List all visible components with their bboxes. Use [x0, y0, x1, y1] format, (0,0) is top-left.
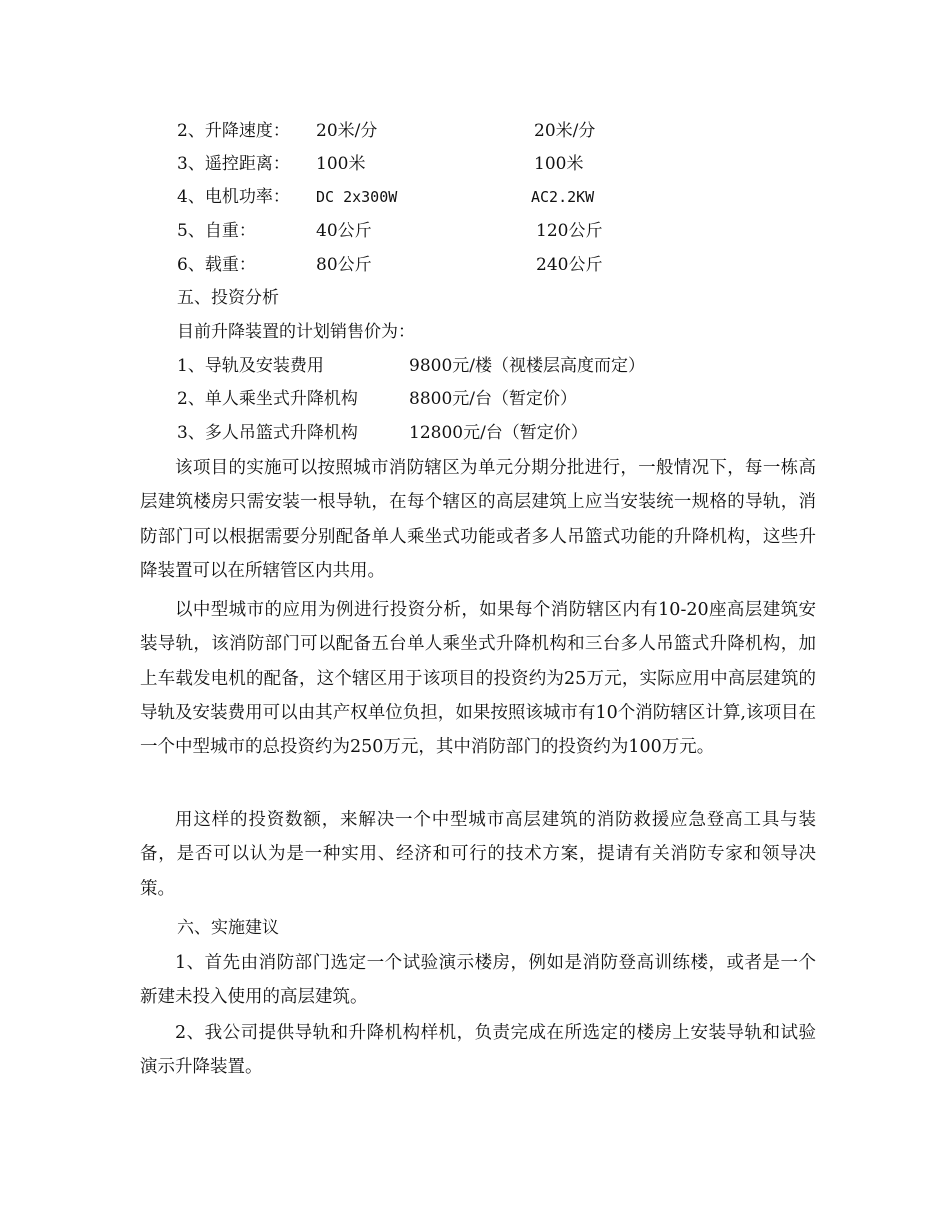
- spec-value-2: 240公斤: [536, 255, 603, 275]
- paragraph-suggestion-2: 2、我公司提供导轨和升降机构样机，负责完成在所选定的楼房上安装导轨和试验演示升降装置。: [140, 1023, 816, 1078]
- spec-value-1: 20米/分: [316, 121, 378, 141]
- price-value: 8800元/台（暂定价）: [409, 389, 577, 409]
- spec-value-1: DC 2x300W: [316, 188, 398, 206]
- paragraph-implementation-plan: 该项目的实施可以按照城市消防辖区为单元分期分批进行，一般情况下，每一栋高层建筑楼房只需安装一根导轨，在每个辖区的高层建筑上应当安装统一规格的导轨，消防部门可以根据需要分别配备单人乘坐式功能或者多人吊篮式功能的升降机构，这些升降装置可以在所辖管区内共用。: [140, 458, 816, 581]
- spec-value-1: 80公斤: [316, 255, 372, 275]
- spec-label: 5、自重：: [177, 221, 256, 241]
- spec-value-2: 100米: [534, 154, 584, 174]
- paragraph-decision-request: 用这样的投资数额，来解决一个中型城市高层建筑的消防救援应急登高工具与装备，是否可以认为是一种实用、经济和可行的技术方案，提请有关消防专家和领导决策。: [140, 810, 816, 899]
- section-heading-investment: 五、投资分析: [177, 288, 279, 308]
- paragraph-suggestion-1: 1、首先由消防部门选定一个试验演示楼房，例如是消防登高训练楼，或者是一个新建未投入使用的高层建筑。: [140, 953, 816, 1008]
- spec-value-1: 100米: [316, 154, 366, 174]
- spec-label: 6、载重：: [177, 255, 256, 275]
- price-item: 2、单人乘坐式升降机构: [177, 389, 358, 409]
- price-intro: 目前升降装置的计划销售价为：: [177, 322, 415, 342]
- price-value: 9800元/楼（视楼层高度而定）: [409, 356, 645, 376]
- spec-label: 3、遥控距离：: [177, 154, 290, 174]
- section-heading-implementation: 六、实施建议: [177, 918, 279, 938]
- price-value: 12800元/台（暂定价）: [409, 423, 588, 443]
- price-item: 1、导轨及安装费用: [177, 356, 324, 376]
- spec-value-1: 40公斤: [316, 221, 372, 241]
- spec-label: 2、升降速度：: [177, 121, 290, 141]
- spec-value-2: 20米/分: [534, 121, 596, 141]
- price-item: 3、多人吊篮式升降机构: [177, 423, 358, 443]
- spec-value-2: 120公斤: [536, 221, 603, 241]
- spec-label: 4、电机功率：: [177, 187, 290, 207]
- paragraph-investment-example: 以中型城市的应用为例进行投资分析，如果每个消防辖区内有10-20座高层建筑安装导轨，该消防部门可以配备五台单人乘坐式升降机构和三台多人吊篮式升降机构，加上车载发电机的配备，这个辖区用于该项目的投资约为25万元，实际应用中高层建筑的导轨及安装费用可以由其产权单位负担，如果按照该城市有10个消防辖区计算,该项目在一个中型城市的总投资约为250万元，其中消防部门的投资约为100万元。: [140, 600, 816, 758]
- spec-value-2: AC2.2KW: [531, 188, 595, 206]
